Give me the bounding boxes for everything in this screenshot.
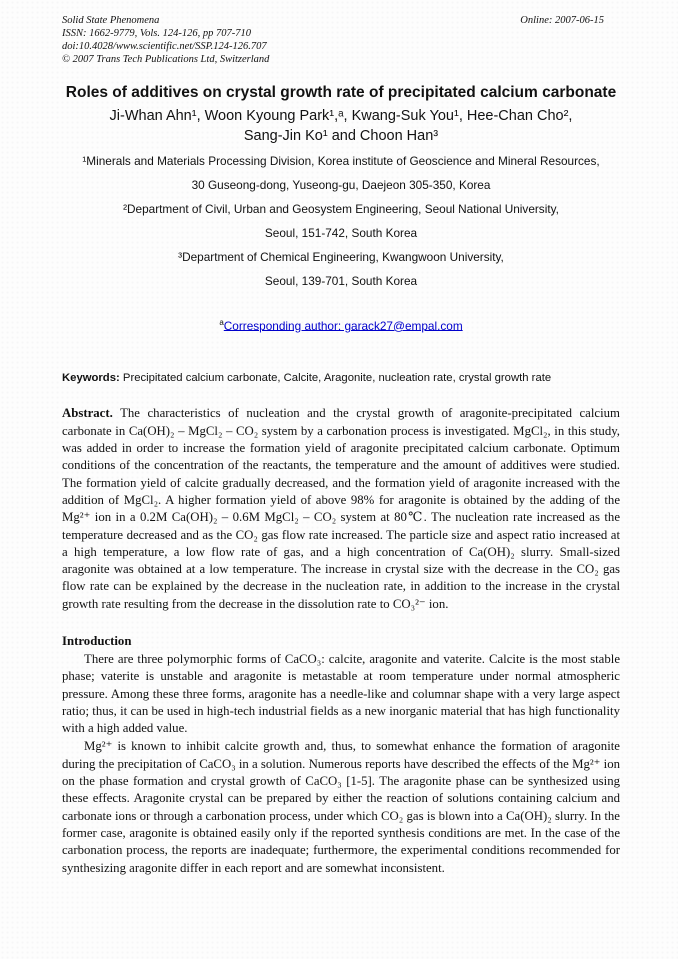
authors-block xyxy=(62,106,620,146)
affiliation-line-1: ¹Minerals and Materials Processing Division, Korea institute of Geoscience and Mineral Resources, xyxy=(82,154,600,168)
affiliation-line-3: ²Department of Civil, Urban and Geosystem Engineering, Seoul National University, xyxy=(123,202,559,216)
introduction-paragraph-2: Mg²⁺ is known to inhibit calcite growth and, thus, to somewhat enhance the formation of aragonite during the precipitation of CaCO₃ in a solution. Numerous reports have described the effects of the Mg²⁺ ion on the phase formation and crystal growth of CaCO₃ [1-5]. The aragonite phase can be synthesized using these effects. Aragonite crystal can be prepared by either the reaction of solutions containing calcium and carbonate ions or through a carbonation process, under which CO₂ gas is blown into a Ca(OH)₂ slurry. In the former case, aragonite is obtained easily only if the reported synthesis conditions are met. In the case of the carbonation process, the reports are inadequate; furthermore, the experimental conditions recommended for synthesizing aragonite differ in each report and are somewhat inconsistent. xyxy=(62,739,620,875)
abstract-text: The characteristics of nucleation and the crystal growth of aragonite-precipitated calcium carbonate in Ca(OH)₂ – MgCl₂ – CO₂ system by a carbonation process is investigated. MgCl₂, in this study, was added in order to increase the formation yield of aragonite precipitated calcium carbonate. Optimum conditions of the concentration of the reactants, the temperature and the amount of additives were studied. The formation yield of calcite gradually decreased, and the formation yield of aragonite increased with the addition of MgCl₂. A higher formation yield of above 98% for aragonite is obtained by the adding of the Mg²⁺ ion in a 0.2M Ca(OH)₂ – 0.6M MgCl₂ – CO₂ system at 80℃. The nucleation rate increased as the temperature decreased and as the CO₂ gas flow rate increased. The particle size and aspect ratio increased at a high temperature, a low flow rate of gas, and a high concentration of Ca(OH)₂ slurry. Small-sized aragonite was obtained at a low temperature. The increase in crystal size with the decrease in the CO₂ gas flow rate can be explained by the decrease in the nucleation rate, in addition to the increase in the crystal growth rate resulting from the decrease in the dissolution rate to CO₃²⁻ ion. xyxy=(62,406,620,611)
authors-line-1: Ji-Whan Ahn¹, Woon Kyoung Park¹,ᵃ, Kwang-Suk You¹, Hee-Chan Cho², xyxy=(109,108,573,124)
corresponding-author-email-link[interactable]: Corresponding author: garack27@empal.com xyxy=(223,318,463,333)
keywords-text: Precipitated calcium carbonate, Calcite, Aragonite, nucleation rate, crystal growth rate xyxy=(119,372,552,385)
abstract-paragraph xyxy=(62,405,620,613)
correspondence-marker: a xyxy=(219,317,224,327)
abstract-label: Abstract. xyxy=(62,406,113,421)
introduction-heading: Introduction xyxy=(62,633,132,648)
keywords-line xyxy=(62,370,620,386)
correspondence-line xyxy=(62,315,620,334)
page-content xyxy=(62,0,620,877)
keywords-label: Keywords: xyxy=(62,372,120,385)
affiliation-line-5: ³Department of Chemical Engineering, Kwangwoon University, xyxy=(178,250,504,264)
affiliations-block xyxy=(62,153,620,290)
authors-line-2: Sang-Jin Ko¹ and Choon Han³ xyxy=(243,128,439,144)
journal-meta xyxy=(62,14,269,66)
affiliation-line-2: 30 Guseong-dong, Yuseong-gu, Daejeon 305-350, Korea xyxy=(191,178,491,192)
journal-header xyxy=(62,14,620,66)
affiliation-line-4: Seoul, 151-742, South Korea xyxy=(264,226,418,240)
paper-title: Roles of additives on crystal growth rate of precipitated calcium carbonate xyxy=(65,84,617,101)
journal-issn-line: ISSN: 1662-9779, Vols. 124-126, pp 707-710 xyxy=(62,28,251,39)
journal-doi-line: doi:10.4028/www.scientific.net/SSP.124-126.707 xyxy=(62,41,267,52)
online-date: Online: 2007-06-15 xyxy=(520,15,604,26)
affiliation-line-6: Seoul, 139-701, South Korea xyxy=(264,274,418,288)
journal-name: Solid State Phenomena xyxy=(62,15,160,26)
introduction-paragraph-1: There are three polymorphic forms of CaCO₃: calcite, aragonite and vaterite. Calcite is the most stable phase; vaterite is unstable and aragonite is metastable at room temperature under normal atmospheric pressure. Among these three forms, aragonite has a needle-like and columnar shape with a very large aspect ratio; thus, it can be used in high-tech industrial fields as a new inorganic material that has high functionality with a high added value. xyxy=(62,651,620,736)
journal-copyright-line: © 2007 Trans Tech Publications Ltd, Switzerland xyxy=(62,54,270,65)
